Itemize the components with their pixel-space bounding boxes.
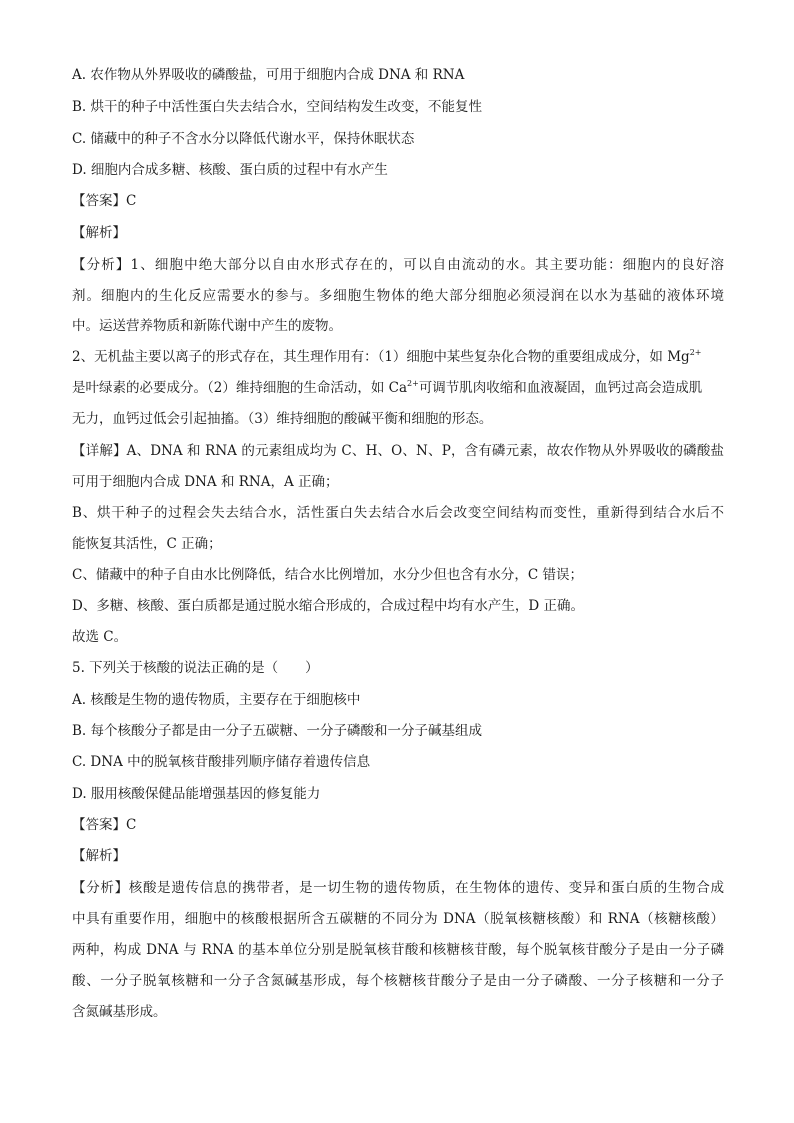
q4-option-c: C. 储藏中的种子不含水分以降低代谢水平，保持休眠状态 — [72, 131, 415, 147]
q5-option-b: B. 每个核酸分子都是由一分子五碳糖、一分子磷酸和一分子碱基组成 — [72, 723, 483, 739]
q4-analysis-line-4-text: 2、无机盐主要以离子的形式存在，其生理作用有：（1）细胞中某些复杂化合物的重要组成成分，如 Mg — [72, 349, 690, 365]
q4-detail-d: D、多糖、核酸、蛋白质都是通过脱水缩合形成的，合成过程中均有水产生，D 正确。 — [72, 598, 584, 614]
q5-analysis-line-5: 含氮碱基形成。 — [72, 1004, 167, 1020]
q4-answer: 【答案】C — [72, 193, 137, 209]
q4-detail-b-line-2: 能恢复其活性，C 正确； — [72, 536, 222, 552]
q4-detail-c: C、储藏中的种子自由水比例降低，结合水比例增加，水分少但也含有水分，C 错误； — [72, 567, 583, 583]
q4-detail-a-line-1: 【详解】A、DNA 和 RNA 的元素组成均为 C、H、O、N、P，含有磷元素，故农作物从外界吸收的磷酸盐 — [72, 443, 724, 459]
q4-analysis-line-3: 中。运送营养物质和新陈代谢中产生的废物。 — [72, 318, 342, 334]
q4-conclusion: 故选 C。 — [72, 629, 128, 645]
q4-analysis-line-4 — [72, 347, 701, 367]
q5-option-a: A. 核酸是生物的遗传物质，主要存在于细胞核中 — [72, 692, 361, 708]
q5-analysis-heading: 【解析】 — [72, 848, 126, 864]
q5-analysis-line-1: 【分析】核酸是遗传信息的携带者，是一切生物的遗传物质，在生物体的遗传、变异和蛋白质的生物合成 — [72, 880, 724, 896]
mg-superscript: 2+ — [689, 348, 702, 357]
q5-answer: 【答案】C — [72, 817, 137, 833]
q4-analysis-line-5-text: 是叶绿素的必要成分。（2）维持细胞的生命活动，如 Ca — [72, 380, 408, 396]
q4-analysis-line-1: 【分析】1、细胞中绝大部分以自由水形式存在的，可以自由流动的水。其主要功能：细胞内的良好溶 — [72, 257, 724, 273]
q4-detail-b-line-1: B、烘干种子的过程会失去结合水，活性蛋白失去结合水后会改变空间结构而变性，重新得到结合水后不 — [72, 505, 724, 521]
q4-analysis-line-2: 剂。细胞内的生化反应需要水的参与。多细胞生物体的绝大部分细胞必须浸润在以水为基础的液体环境 — [72, 288, 724, 304]
q5-question: 5. 下列关于核酸的说法正确的是（ ） — [72, 660, 319, 676]
q5-analysis-line-2: 中具有重要作用，细胞中的核酸根据所含五碳糖的不同分为 DNA（脱氧核糖核酸）和 RNA（核糖核酸） — [72, 911, 724, 927]
q4-option-a: A. 农作物从外界吸收的磷酸盐，可用于细胞内合成 DNA 和 RNA — [72, 67, 465, 83]
q4-option-d: D. 细胞内合成多糖、核酸、蛋白质的过程中有水产生 — [72, 162, 388, 178]
q4-analysis-line-5 — [72, 378, 702, 398]
q5-analysis-line-4: 酸、一分子脱氧核糖和一分子含氮碱基形成，每个核糖核苷酸分子是由一分子磷酸、一分子核糖和一分子 — [72, 973, 724, 989]
q4-option-b: B. 烘干的种子中活性蛋白失去结合水，空间结构发生改变，不能复性 — [72, 99, 483, 115]
q4-analysis-line-5-text-post: 可调节肌肉收缩和血液凝固，血钙过高会造成肌 — [418, 380, 703, 396]
q4-detail-a-line-2: 可用于细胞内合成 DNA 和 RNA，A 正确； — [72, 474, 339, 490]
ca-superscript: 2+ — [407, 379, 419, 388]
q4-analysis-heading: 【解析】 — [72, 225, 126, 241]
q5-analysis-line-3: 两种，构成 DNA 与 RNA 的基本单位分别是脱氧核苷酸和核糖核苷酸，每个脱氧核苷酸分子是由一分子磷 — [72, 942, 724, 958]
q5-option-c: C. DNA 中的脱氧核苷酸排列顺序储存着遗传信息 — [72, 754, 371, 770]
q5-option-d: D. 服用核酸保健品能增强基因的修复能力 — [72, 786, 321, 802]
q4-analysis-line-6: 无力，血钙过低会引起抽搐。（3）维持细胞的酸碱平衡和细胞的形态。 — [72, 411, 493, 427]
